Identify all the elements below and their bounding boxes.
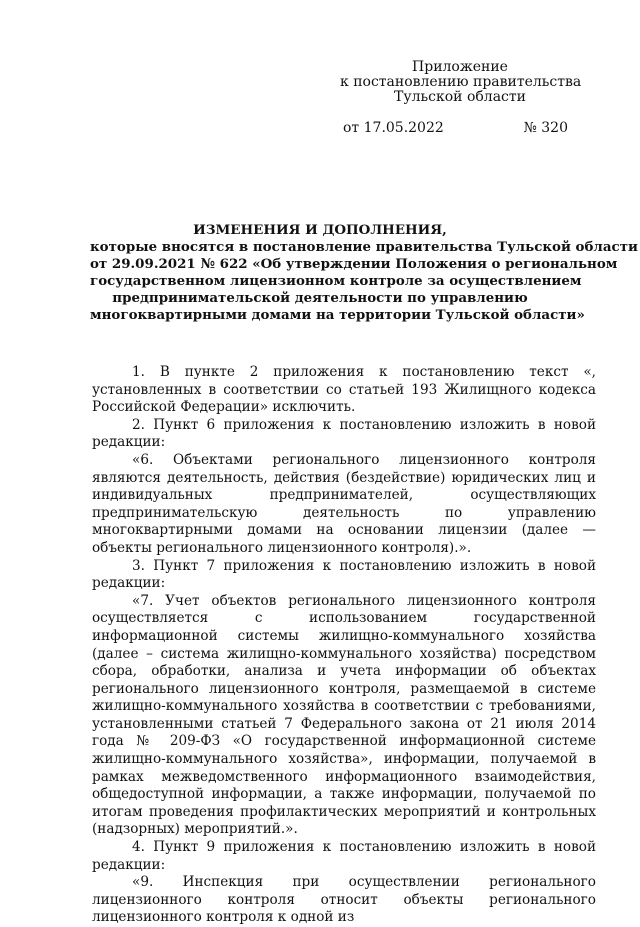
title-line-1: которые вносятся в постановление правительства Тульской области (90, 239, 638, 255)
paragraph-item-4: 4. Пункт 9 приложения к постановлению изложить в новой редакции: (92, 839, 596, 873)
paragraph-item-3: 3. Пункт 7 приложения к постановлению изложить в новой редакции: (92, 557, 596, 592)
paragraph-quote-7: «7. Учет объектов регионального лицензионного контроля осуществляется с использованием государственной информационной системы жилищно-коммунального хозяйства (далее – система жилищно-коммунального хозяйства) посредством сбора, обработки, анализа и учета информации об объектах регионального лицензионного контроля, размещаемой в системе жилищно-коммунального хозяйства в соответствии с требованиями, установленными статьей 7 Федерального закона от 21 июля 2014 года № 209-ФЗ «О государственной информационной системе жилищно-коммунального хозяйства», информации, получаемой в рамках межведомственного информационного взаимодействия, общедоступной информации, а также информации, получаемой по итогам проведения профилактических мероприятий и контрольных (надзорных) мероприятий.». (92, 592, 596, 838)
title-line-4: предпринимательской деятельности по управлению (112, 290, 528, 306)
appendix-line-3: Тульской области (394, 89, 526, 105)
appendix-line-1: Приложение (412, 59, 508, 75)
title-line-5: многоквартирными домами на территории Тульской области» (90, 307, 585, 323)
resolution-date: от 17.05.2022 (343, 120, 444, 136)
document-body (92, 364, 596, 927)
title-line-2: от 29.09.2021 № 622 «Об утверждении Положения о региональном (90, 256, 618, 272)
title-line-3: государственном лицензионном контроле за осуществлением (90, 273, 582, 289)
paragraph-quote-6: «6. Объектами регионального лицензионного контроля являются деятельность, действия (бездействие) юридических лиц и индивидуальных предпринимателей, осуществляющих предпринимательскую деятельность по управлению многоквартирными домами на основании лицензии (далее — объекты регионального лицензионного контроля).». (92, 451, 596, 556)
paragraph-item-1: 1. В пункте 2 приложения к постановлению текст «, установленных в соответствии со статьей 193 Жилищного кодекса Российской Федерации» исключить. (92, 364, 596, 416)
paragraph-item-2: 2. Пункт 6 приложения к постановлению изложить в новой редакции: (92, 416, 596, 451)
paragraph-quote-9: «9. Инспекция при осуществлении регионального лицензионного контроля относит объекты регионального лицензионного контроля к одной из (92, 874, 596, 926)
document-title (90, 222, 638, 324)
appendix-header (340, 60, 580, 105)
title-heading: ИЗМЕНЕНИЯ И ДОПОЛНЕНИЯ, (193, 222, 447, 238)
resolution-number: № 320 (523, 120, 568, 136)
appendix-line-2: к постановлению правительства (340, 74, 582, 90)
